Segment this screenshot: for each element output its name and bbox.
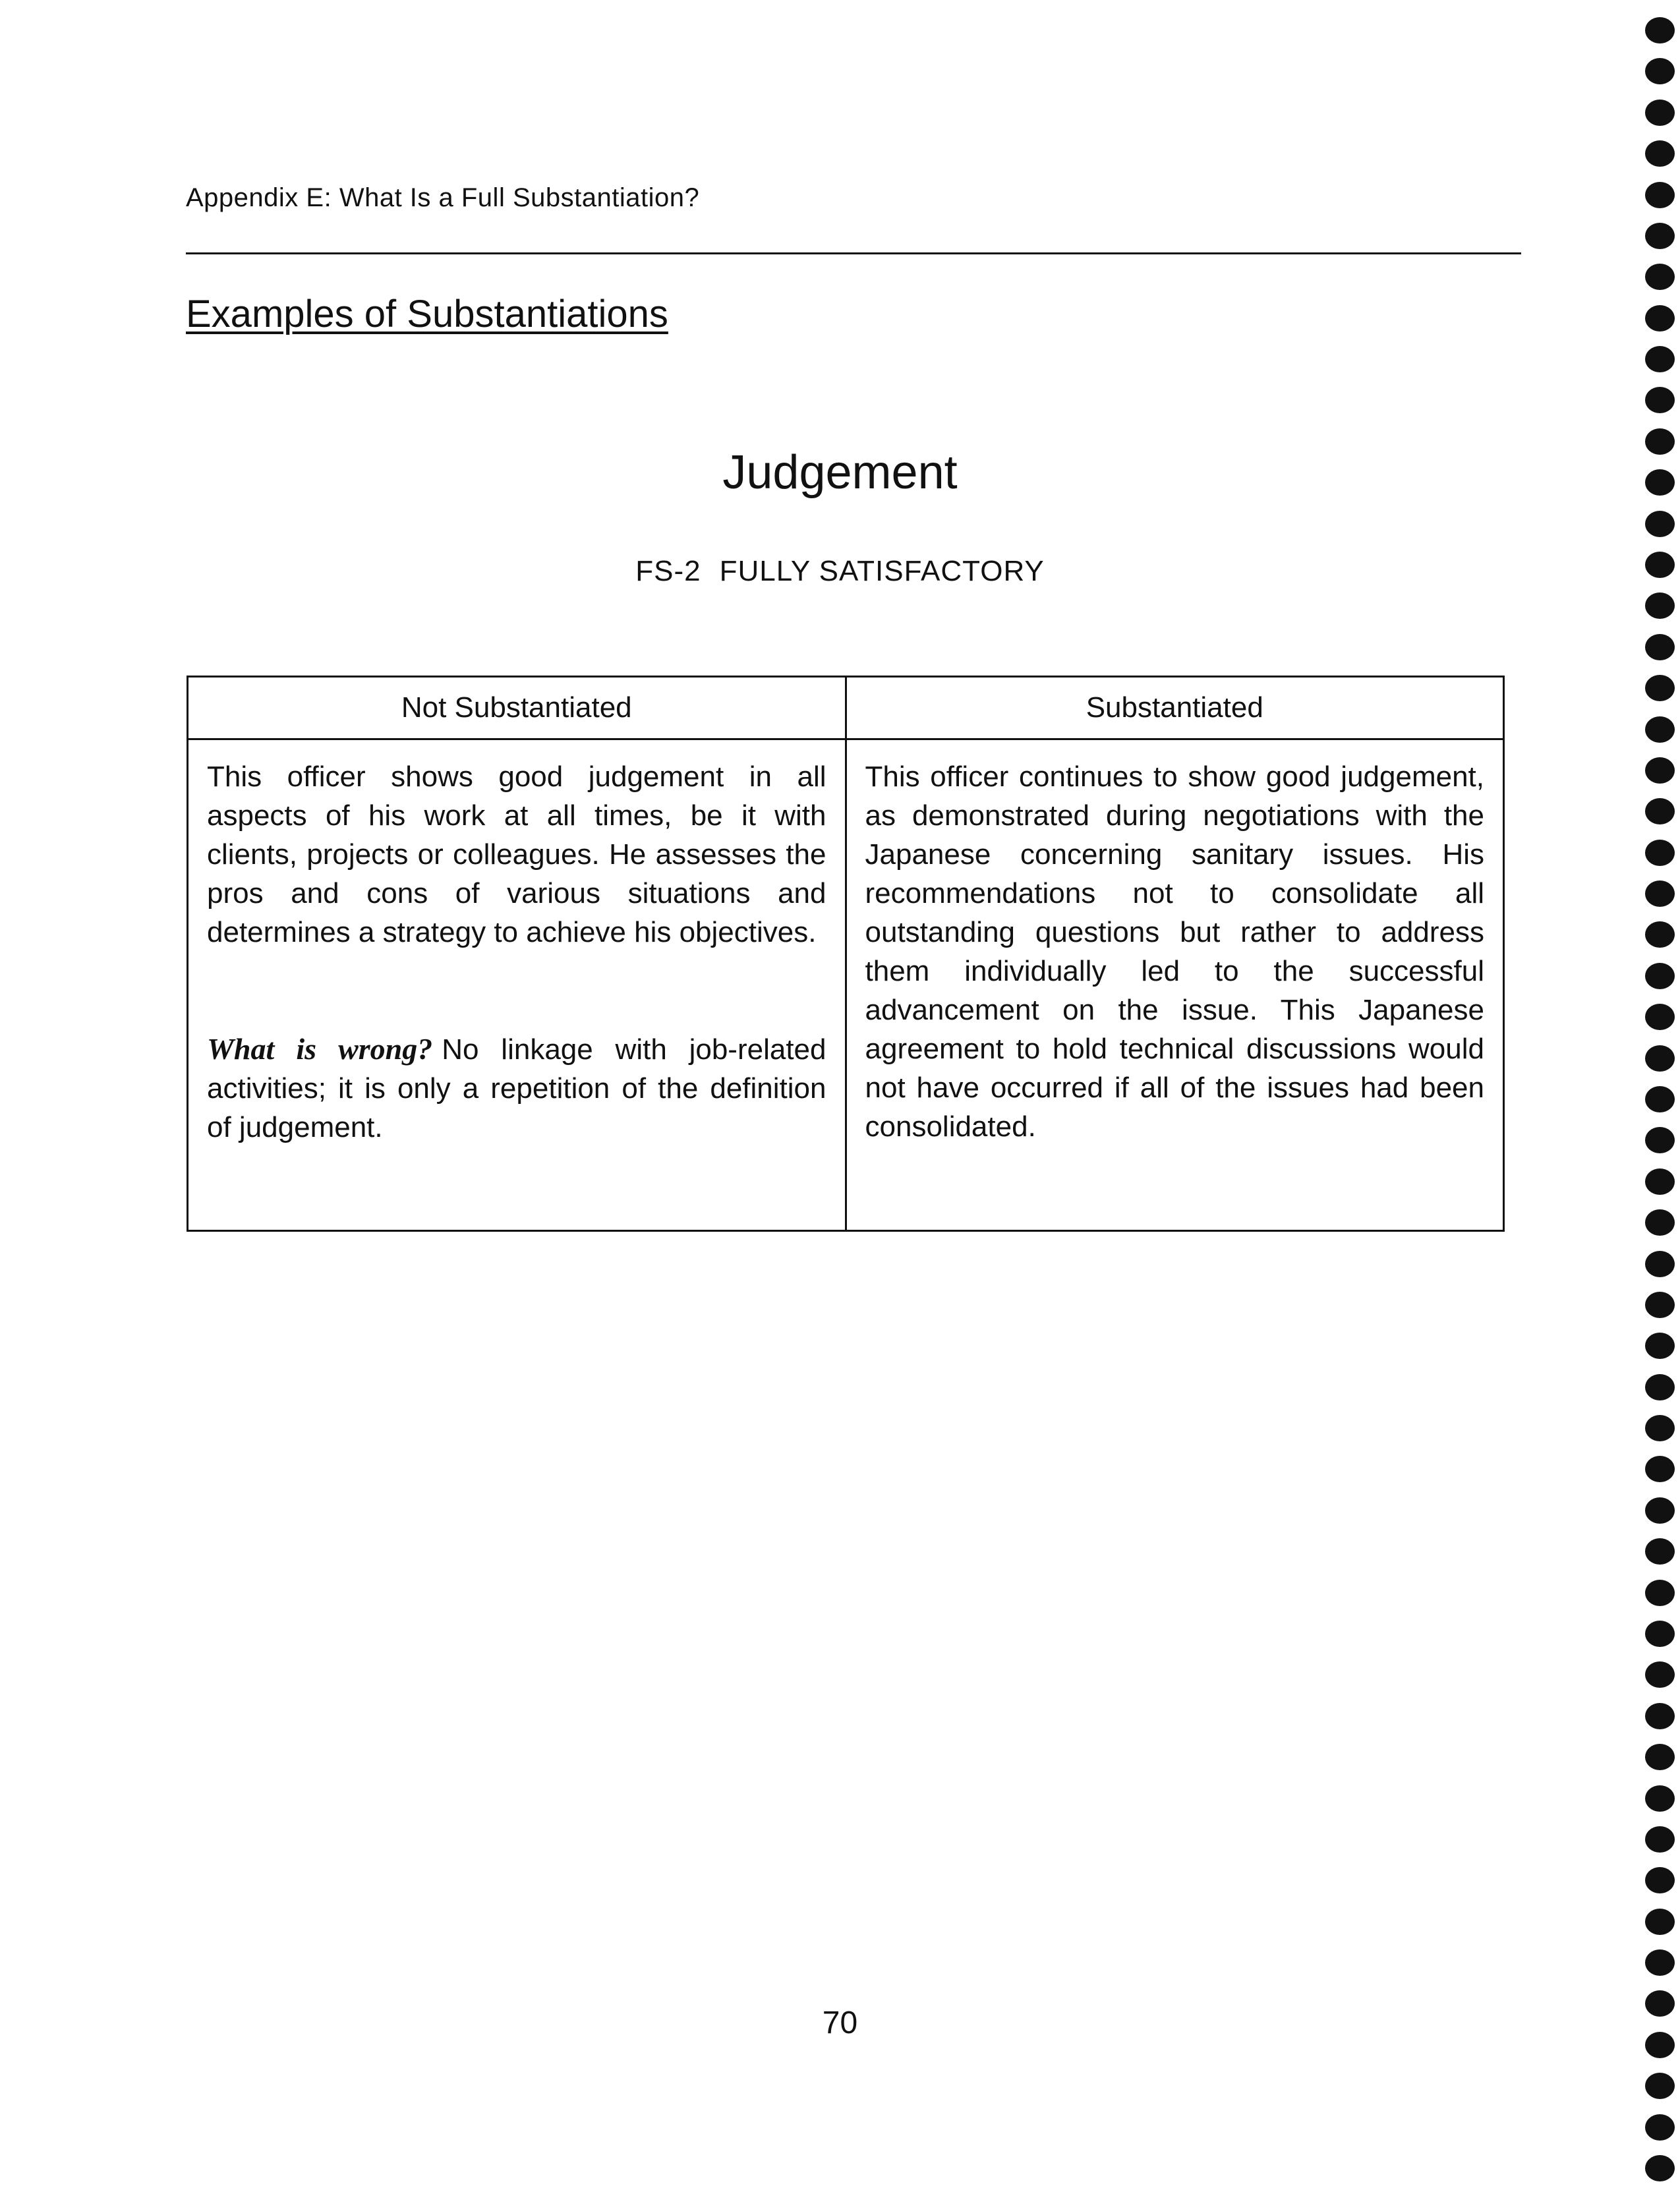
binding-hole-icon xyxy=(1645,182,1675,208)
binding-hole-icon xyxy=(1645,634,1675,660)
rating-line xyxy=(0,555,1680,588)
table-header-row xyxy=(188,677,1504,739)
binding-hole-icon xyxy=(1645,880,1675,907)
binding-hole-icon xyxy=(1645,1168,1675,1195)
binding-hole-icon xyxy=(1645,511,1675,537)
binding-hole-icon xyxy=(1645,346,1675,372)
table-row xyxy=(188,739,1504,1231)
header-rule xyxy=(186,252,1521,254)
binding-hole-icon xyxy=(1645,140,1675,167)
binding-hole-icon xyxy=(1645,1785,1675,1812)
binding-hole-icon xyxy=(1645,223,1675,249)
not-substantiated-text: This officer shows good judgement in all aspects of his work at all times, be it with clients, projects or colleagues. He assesses the pros and cons of various situations and determines a strategy to achieve his objectives. xyxy=(207,761,826,948)
binding-hole-icon xyxy=(1645,100,1675,126)
binding-hole-icon xyxy=(1645,1045,1675,1072)
binding-hole-icon xyxy=(1645,1867,1675,1893)
page-number: 70 xyxy=(822,2005,858,2040)
binding-hole-icon xyxy=(1645,264,1675,290)
column-header-not-substantiated: Not Substantiated xyxy=(188,677,846,739)
binding-hole-icon xyxy=(1645,1333,1675,1359)
rating-code: FS-2 xyxy=(635,555,701,587)
binding-hole-icon xyxy=(1645,963,1675,989)
binding-hole-icon xyxy=(1645,17,1675,43)
column-header-substantiated: Substantiated xyxy=(846,677,1504,739)
binding-hole-icon xyxy=(1645,387,1675,413)
binding-hole-icon xyxy=(1645,840,1675,866)
section-title: Examples of Substantiations xyxy=(186,293,668,335)
binding-hole-icon xyxy=(1645,428,1675,455)
binding-hole-icon xyxy=(1645,1415,1675,1441)
binding-hole-icon xyxy=(1645,1703,1675,1729)
critique-text: No linkage with job-related activities; it is only a repetition of the definition of judgement. xyxy=(207,1033,826,1143)
substantiated-text: This officer continues to show good judgement, as demonstrated during negotiations with the Japanese concerning sanitary issues. His recommendations not to consolidate all outstanding questions but rather to address them individually led to the successful advancement on the issue. This Japanese agreement to hold technical discussions would not have occurred if all of the issues had been consolidated. xyxy=(865,761,1484,1143)
rating-label: FULLY SATISFACTORY xyxy=(719,555,1045,587)
binding-hole-icon xyxy=(1645,2032,1675,2058)
binding-hole-icon xyxy=(1645,1909,1675,1935)
binding-hole-icon xyxy=(1645,1826,1675,1853)
binding-hole-icon xyxy=(1645,675,1675,701)
binding-hole-icon xyxy=(1645,1292,1675,1318)
substantiated-cell xyxy=(846,739,1504,1231)
binding-hole-icon xyxy=(1645,1538,1675,1565)
binding-hole-icon xyxy=(1645,757,1675,784)
topic-title: Judgement xyxy=(722,446,958,499)
binding-hole-icon xyxy=(1645,716,1675,743)
binding-hole-icon xyxy=(1645,1456,1675,1482)
binding-hole-icon xyxy=(1645,592,1675,619)
binding-hole-icon xyxy=(1645,1621,1675,1647)
binding-hole-icon xyxy=(1645,2073,1675,2099)
binding-hole-icon xyxy=(1645,1990,1675,2017)
critique-label: What is wrong? xyxy=(207,1032,433,1066)
binding-hole-icon xyxy=(1645,305,1675,331)
binding-hole-icon xyxy=(1645,1086,1675,1112)
binding-hole-icon xyxy=(1645,798,1675,824)
binding-hole-icon xyxy=(1645,2114,1675,2141)
binding-hole-icon xyxy=(1645,1744,1675,1770)
running-head: Appendix E: What Is a Full Substantiation? xyxy=(186,183,700,212)
binding-hole-icon xyxy=(1645,1580,1675,1606)
not-substantiated-cell xyxy=(188,739,846,1231)
binding-hole-icon xyxy=(1645,1127,1675,1153)
binding-hole-icon xyxy=(1645,1949,1675,1976)
binding-hole-icon xyxy=(1645,1497,1675,1524)
binding-hole-icon xyxy=(1645,58,1675,84)
binding-hole-icon xyxy=(1645,921,1675,948)
binding-hole-icon xyxy=(1645,2155,1675,2181)
substantiation-comparison-table xyxy=(187,676,1505,1232)
binding-hole-icon xyxy=(1645,1374,1675,1400)
binding-hole-icon xyxy=(1645,1251,1675,1277)
binding-hole-icon xyxy=(1645,469,1675,496)
binding-hole-icon xyxy=(1645,1004,1675,1030)
critique-block xyxy=(207,1029,826,1147)
binding-hole-icon xyxy=(1645,1661,1675,1688)
spiral-binding xyxy=(1645,0,1680,2190)
binding-hole-icon xyxy=(1645,1209,1675,1236)
binding-hole-icon xyxy=(1645,552,1675,578)
